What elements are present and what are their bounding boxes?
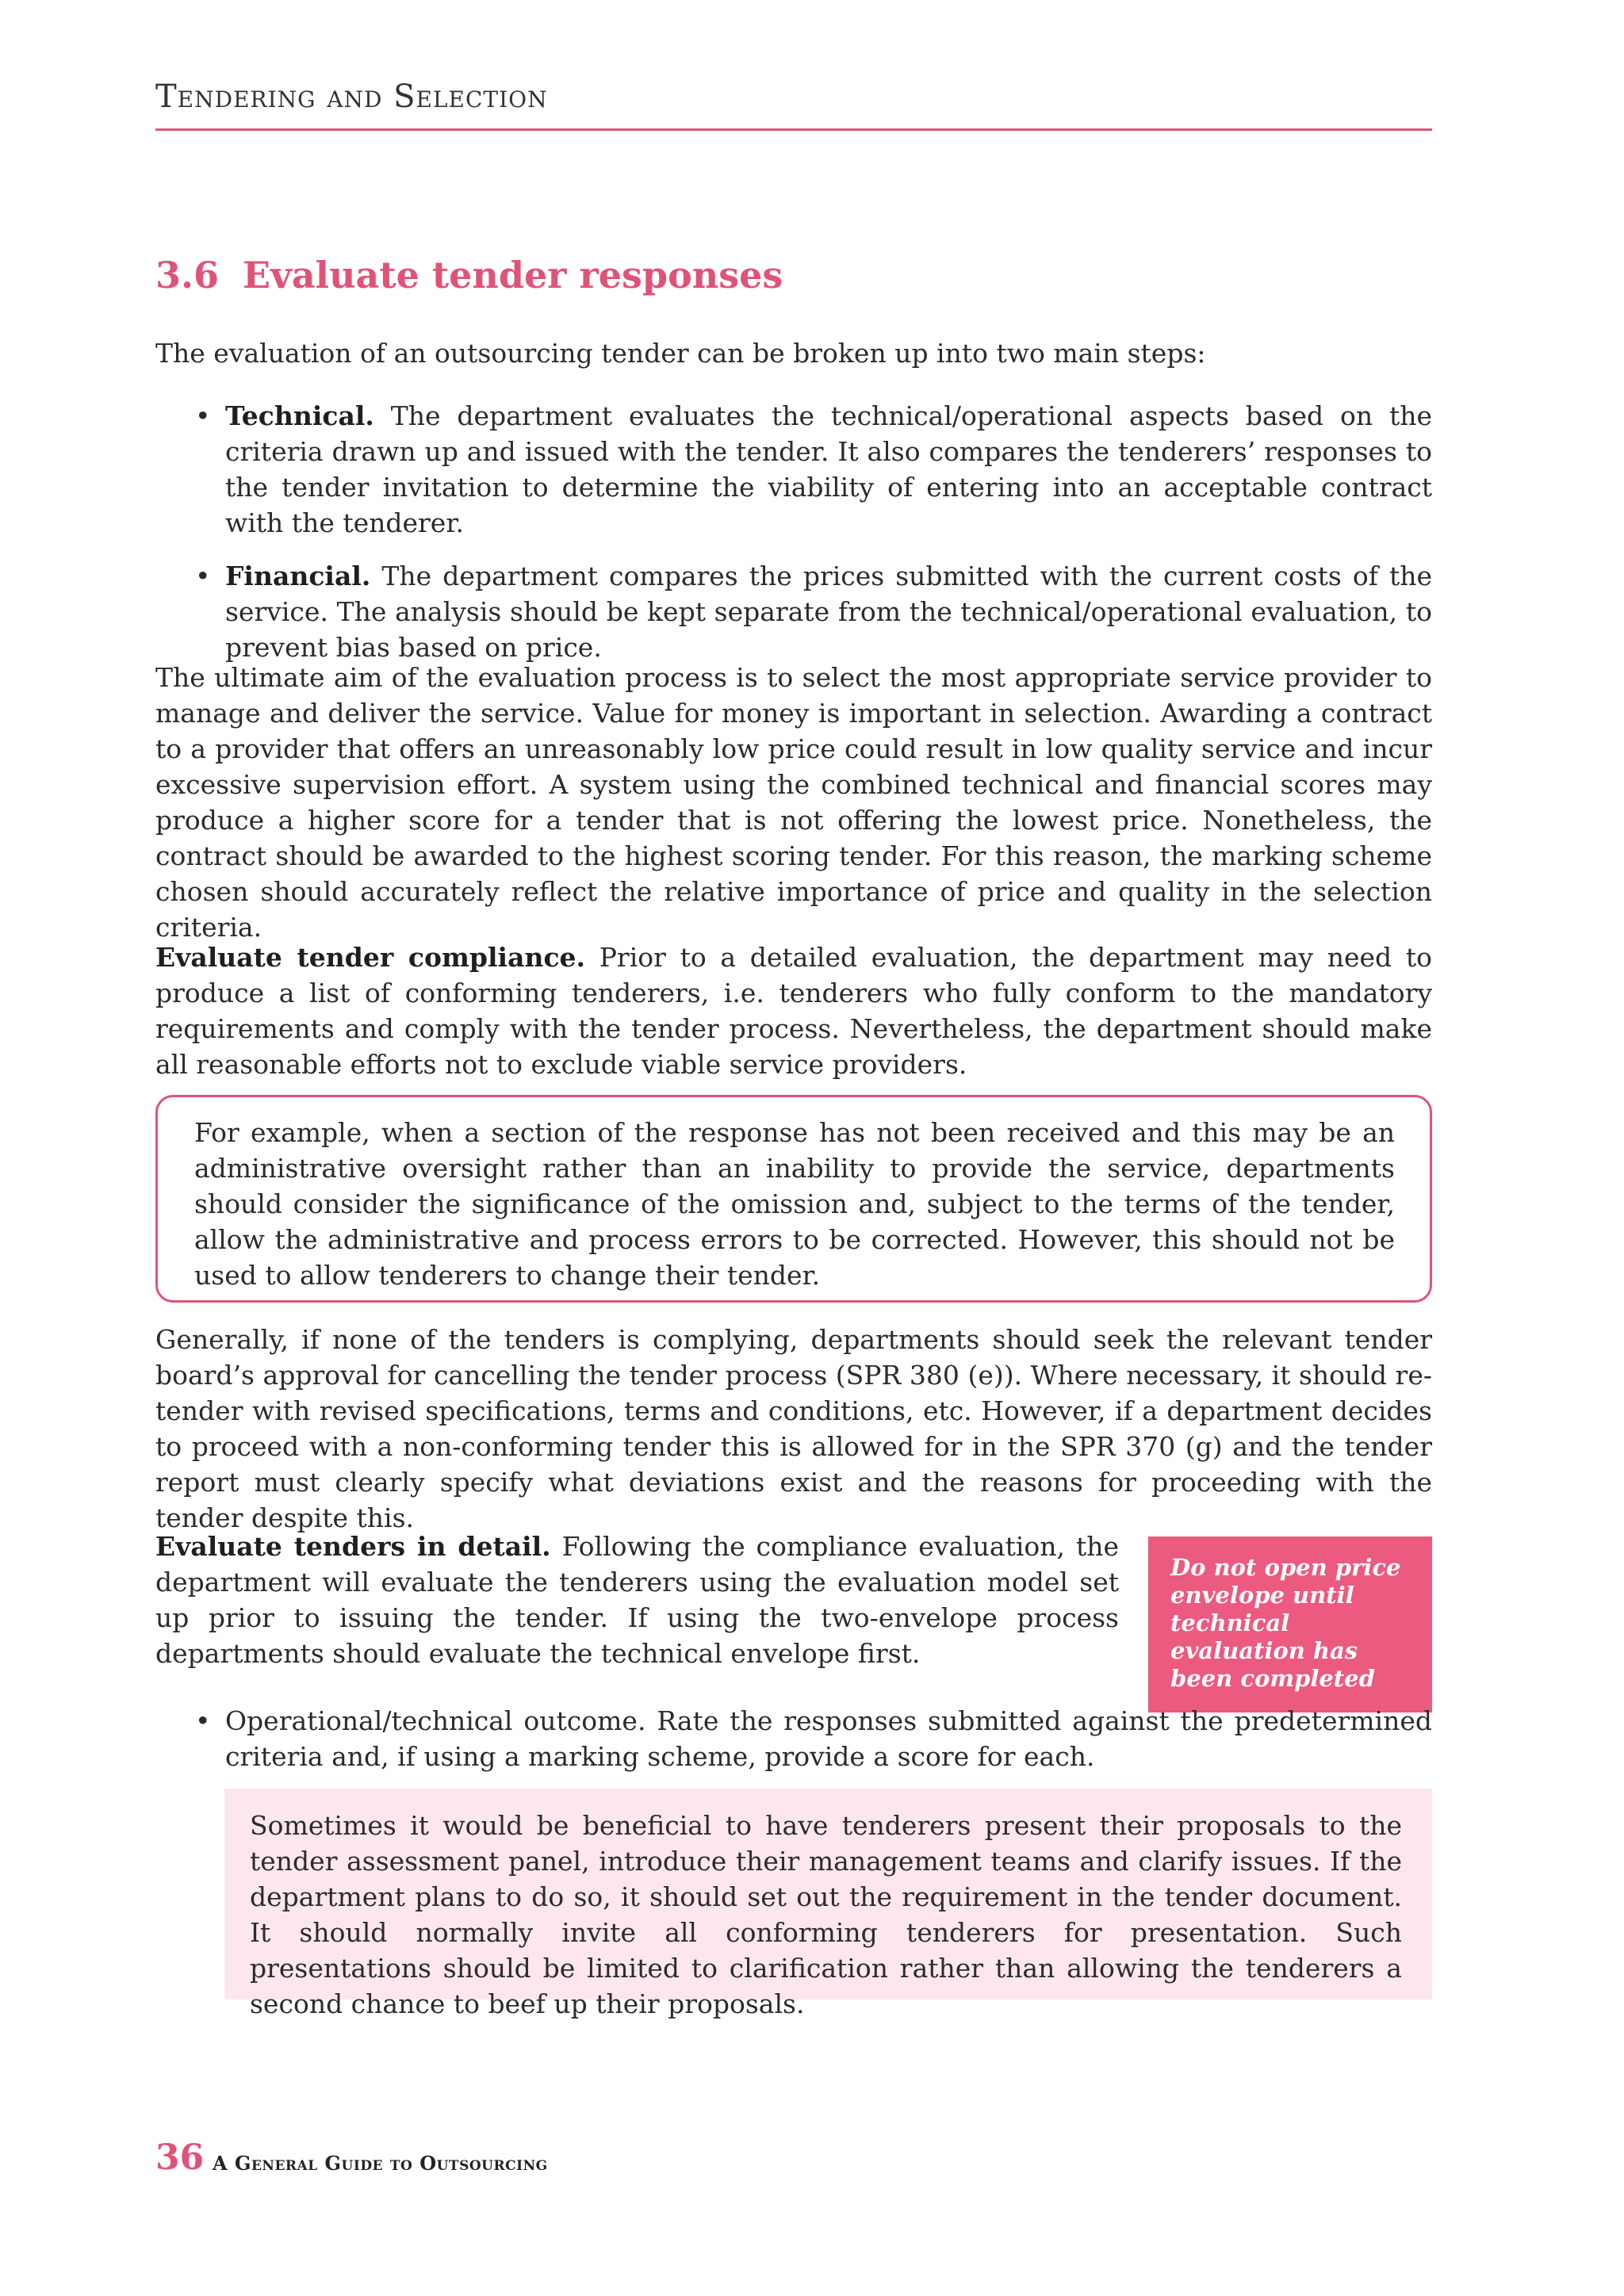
outcome-text: Operational/technical outcome. Rate the responses submitted against the predetermined criteria and, if using a marking scheme, provide a score for each. — [225, 1705, 1432, 1772]
step-text: The department evaluates the technical/operational aspects based on the criteria drawn up and issued with the tender. It also compares the tenderers’ responses to the tender invitation to determine the viability of entering into an acceptable contract with the tenderer. — [225, 400, 1432, 538]
list-item-outcome — [155, 1703, 1432, 1774]
evaluation-steps-list — [155, 398, 1432, 683]
section-title: Evaluate tender responses — [243, 254, 783, 297]
outcome-list — [155, 1703, 1432, 1774]
list-item-technical — [155, 398, 1432, 541]
intro-paragraph: The evaluation of an outsourcing tender can be broken up into two main steps: — [155, 338, 1206, 369]
margin-note-box — [1148, 1536, 1432, 1712]
bullet-glyph: • — [195, 1705, 211, 1736]
shaded-box-text: Sometimes it would be beneficial to have tenderers present their proposals to the tender assessment panel, introduce their management teams and clarify issues. If the department plans to do so, it should set out the requirement in the tender document. It should normally invite all conforming tenderers for presentation. Such presentations should be limited to clarification rather than allowing the tenderers a second chance to beef up their proposals. — [250, 1810, 1402, 2019]
detail-text: Following the compliance evaluation, the department will evaluate the tenderers using the evaluation model set up prior to issuing the tender. If using the two-envelope process departments should evaluate the technical envelope first. — [155, 1531, 1119, 1669]
detail-paragraph — [155, 1529, 1119, 1671]
section-number: 3.6 — [155, 254, 220, 297]
section-heading — [155, 254, 783, 297]
page-number: 36 — [155, 2137, 205, 2178]
compliance-text: Prior to a detailed evaluation, the department may need to produce a list of conforming tenderers, i.e. tenderers who fully conform to the mandatory requirements and comply with the tender process. Nevertheless, the department should make all reasonable efforts not to exclude viable service providers. — [155, 942, 1432, 1080]
running-header: Tendering and Selection — [155, 79, 1432, 131]
margin-note-text: Do not open price envelope until technical evaluation has been completed — [1170, 1554, 1401, 1692]
generally-paragraph: Generally, if none of the tenders is complying, departments should seek the relevant tender board’s approval for cancelling the tender process (SPR 380 (e)). Where necessary, it should re-tender with revised specifications, terms and conditions, etc. However, if a department decides to proceed with a non-conforming tender this is allowed for in the SPR 370 (g) and the tender report must clearly specify what deviations exist and the reasons for proceeding with the tender despite this. — [155, 1324, 1432, 1533]
bullet-glyph: • — [195, 561, 211, 591]
aim-paragraph: The ultimate aim of the evaluation process is to select the most appropriate service provider to manage and deliver the service. Value for money is important in selection. Awarding a contract to a provider that offers an unreasonably low price could result in low quality service and incur excessive supervision effort. A system using the combined technical and financial scores may produce a higher score for a tender that is not offering the lowest price. Nonetheless, the contract should be awarded to the highest scoring tender. For this reason, the marking scheme chosen should accurately reflect the relative importance of price and quality in the selection criteria. — [155, 662, 1432, 943]
presentation-shaded-box — [224, 1789, 1432, 2019]
step-lead: Technical. — [225, 400, 374, 431]
step-text: The department compares the prices submitted with the current costs of the service. The analysis should be kept separate from the technical/operational evaluation, to prevent bias based on price. — [225, 561, 1432, 663]
step-lead: Financial. — [225, 561, 371, 591]
example-callout-box — [155, 1095, 1432, 1303]
example-text: For example, when a section of the response has not been received and this may be an administrative oversight rather than an inability to provide the service, departments should consider the significance of the omission and, subject to the terms of the tender, allow the administrative and process errors to be corrected. However, this should not be used to allow tenderers to change their tender. — [194, 1117, 1395, 1291]
footer-book-title: A General Guide to Outsourcing — [213, 2152, 548, 2175]
detail-lead: Evaluate tenders in detail. — [155, 1531, 551, 1562]
bullet-glyph: • — [195, 400, 211, 431]
compliance-lead: Evaluate tender compliance. — [155, 942, 586, 973]
list-item-financial — [155, 558, 1432, 665]
compliance-paragraph — [155, 939, 1432, 1082]
